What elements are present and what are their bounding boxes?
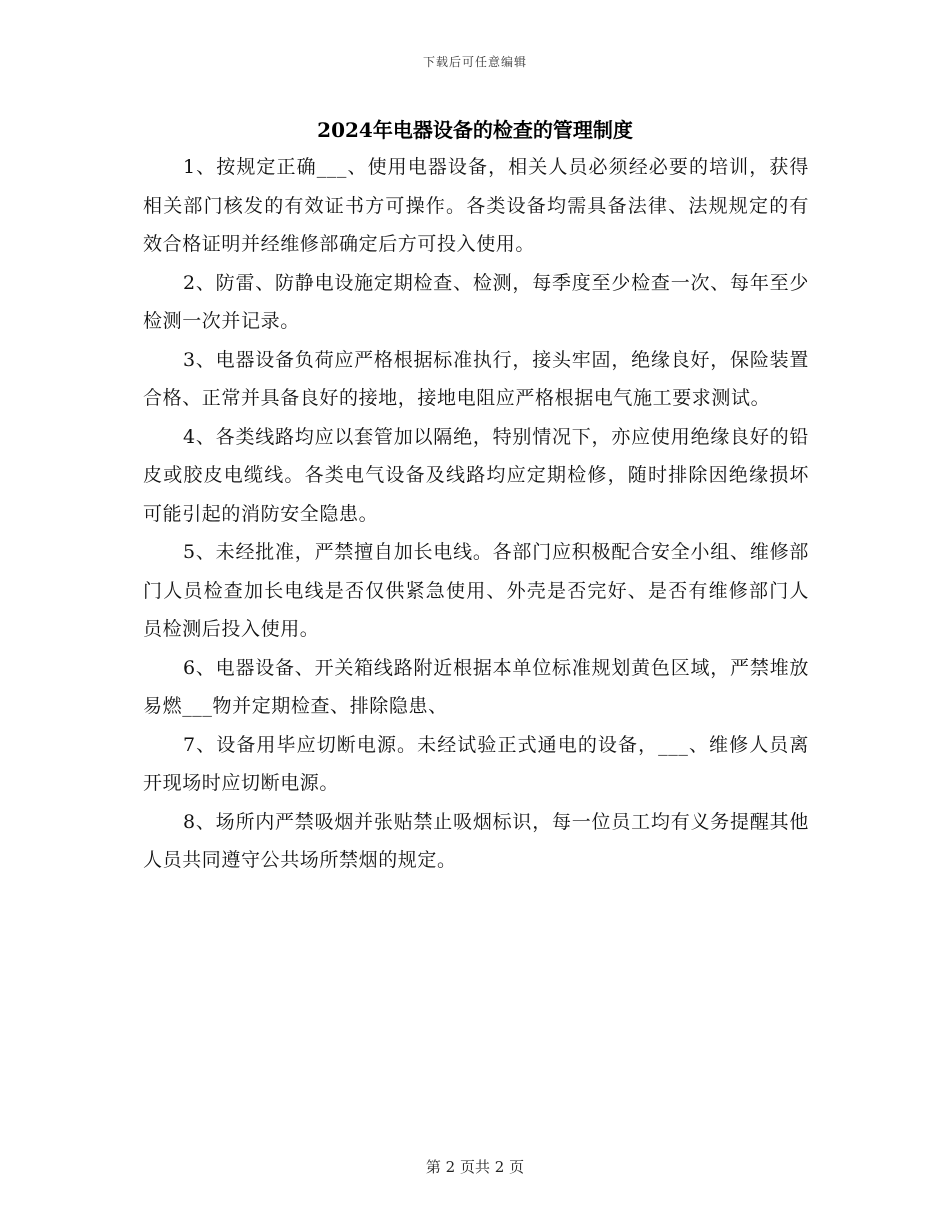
document-title: 2024年电器设备的检查的管理制度 — [317, 118, 633, 142]
clause-2: 2、防雷、防静电设施定期检查、检测，每季度至少检查一次、每年至少检测一次并记录。 — [143, 271, 809, 332]
clause-8: 8、场所内严禁吸烟并张贴禁止吸烟标识，每一位员工均有义务提醒其他人员共同遵守公共场所禁烟的规定。 — [143, 810, 809, 871]
clause-1: 1、按规定正确___、使用电器设备，相关人员必须经必要的培训，获得相关部门核发的有效证书方可操作。各类设备均需具备法律、法规规定的有效合格证明并经维修部确定后方可投入使用。 — [143, 156, 809, 255]
clause-6: 6、电器设备、开关箱线路附近根据本单位标准规划黄色区域，严禁堆放易燃___物并定期检查、排除隐患、 — [143, 656, 809, 717]
page-number: 第 2 页共 2 页 — [425, 1158, 525, 1176]
page-header-note: 下载后可任意编辑 — [422, 55, 527, 69]
clause-4: 4、各类线路均应以套管加以隔绝，特别情况下，亦应使用绝缘良好的铅皮或胶皮电缆线。各类电气设备及线路均应定期检修，随时排除因绝缘损坏可能引起的消防安全隐患。 — [143, 425, 809, 525]
clause-7: 7、设备用毕应切断电源。未经试验正式通电的设备，___、维修人员离开现场时应切断电源。 — [143, 733, 809, 794]
clause-5: 5、未经批准，严禁擅自加长电线。各部门应积极配合安全小组、维修部门人员检查加长电线是否仅供紧急使用、外壳是否完好、是否有维修部门人员检测后投入使用。 — [143, 541, 809, 640]
document-body — [143, 148, 809, 880]
clause-3: 3、电器设备负荷应严格根据标准执行，接头牢固，绝缘良好，保险装置合格、正常并具备良好的接地，接地电阻应严格根据电气施工要求测试。 — [143, 348, 809, 409]
